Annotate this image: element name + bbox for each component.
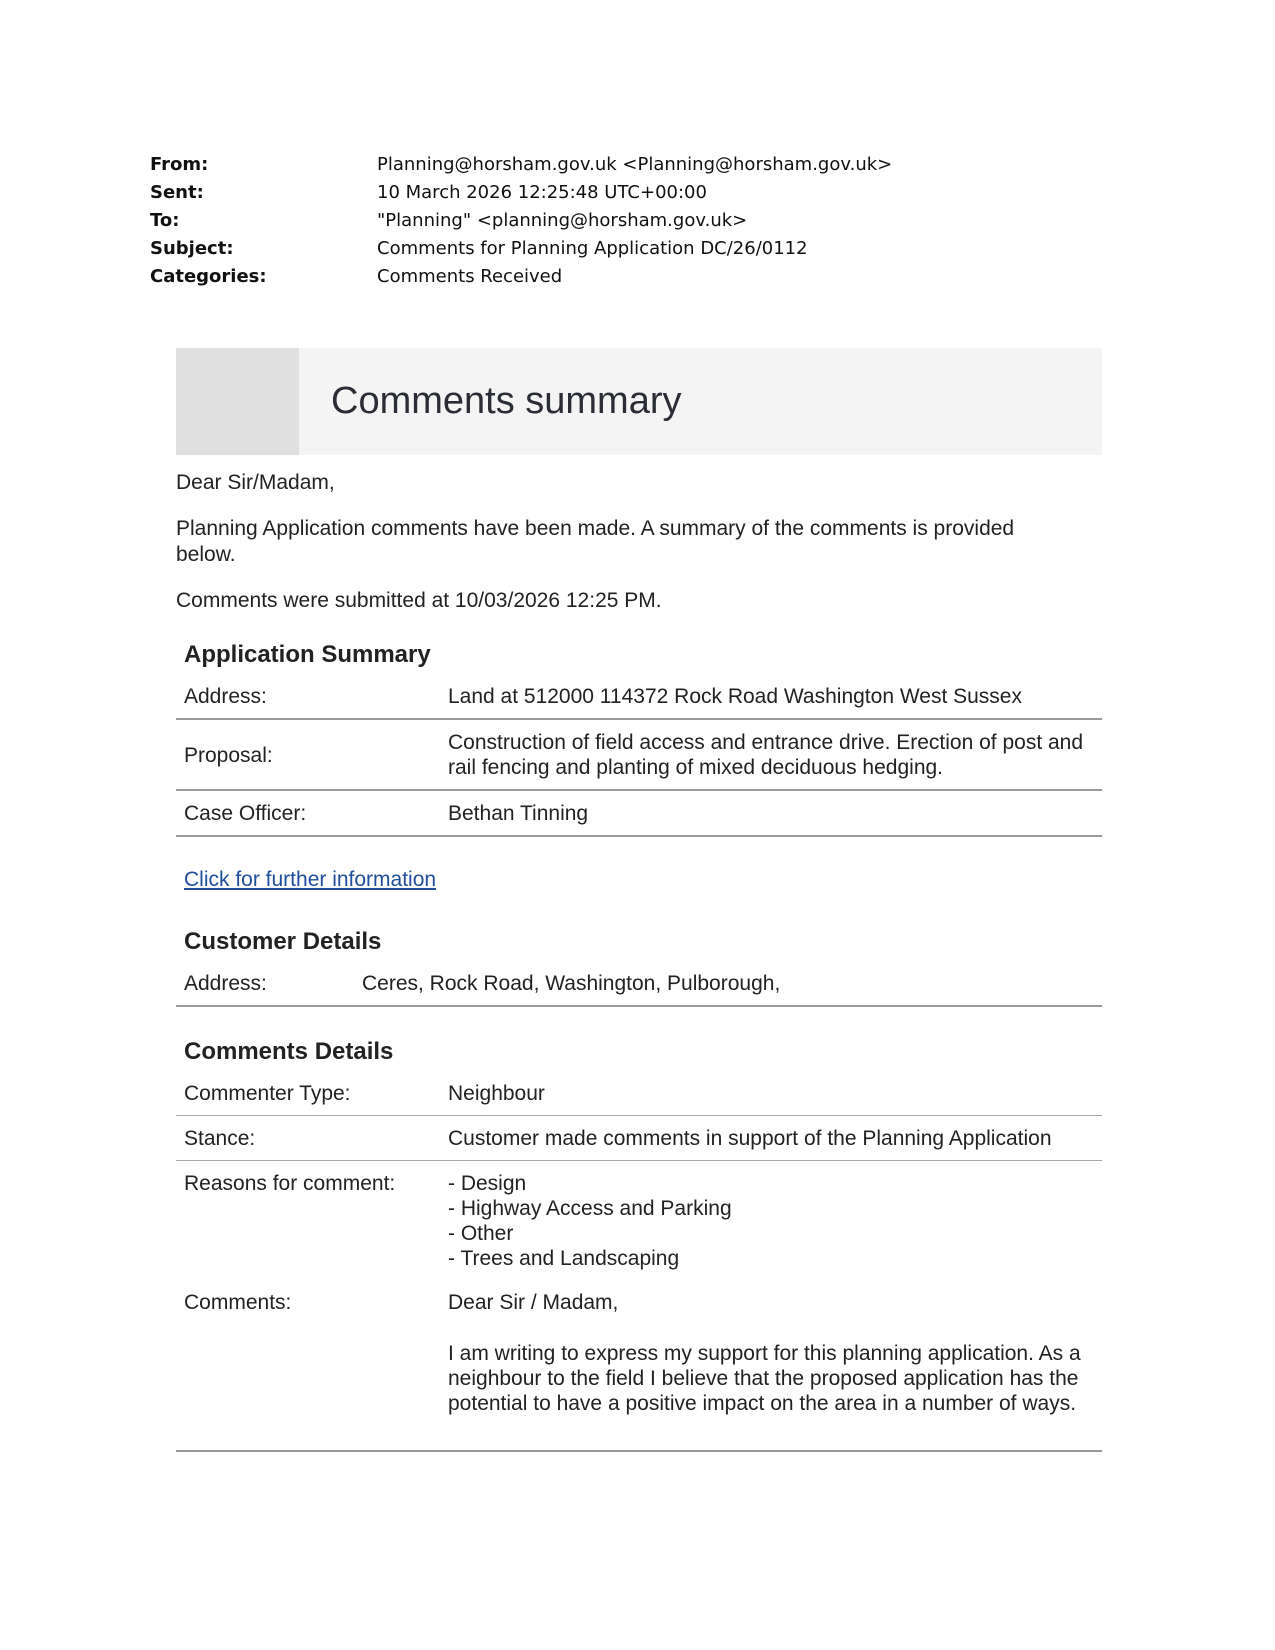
commenter-type-label: Commenter Type: <box>176 1071 440 1116</box>
sent-row <box>150 178 892 206</box>
to-row <box>150 206 892 234</box>
reasons-list <box>440 1161 1102 1281</box>
table-row <box>176 674 1102 719</box>
application-summary-table <box>176 674 1102 837</box>
subject-row <box>150 234 892 262</box>
list-item: - Trees and Landscaping <box>448 1247 680 1270</box>
customer-address-value: Ceres, Rock Road, Washington, Pulborough, <box>354 961 1102 1006</box>
table-row <box>176 961 1102 1006</box>
list-item: - Design <box>448 1172 527 1195</box>
categories-value: Comments Received <box>377 265 563 287</box>
proposal-value: Construction of field access and entrance drive. Erection of post and rail fencing and planting of mixed deciduous hedging. <box>440 719 1102 790</box>
comment-greeting: Dear Sir / Madam, <box>448 1291 619 1314</box>
greeting-text: Dear Sir/Madam, <box>176 471 335 494</box>
case-officer-label: Case Officer: <box>176 790 440 836</box>
categories-row <box>150 262 892 290</box>
banner-title-area <box>299 348 1102 455</box>
application-summary-heading: Application Summary <box>184 641 431 668</box>
comments-details-heading: Comments Details <box>184 1038 394 1065</box>
commenter-type-value: Neighbour <box>440 1071 1102 1116</box>
customer-details-table <box>176 961 1102 1007</box>
table-row <box>176 1280 1102 1451</box>
table-row <box>176 790 1102 836</box>
subject-value: Comments for Planning Application DC/26/0112 <box>377 237 808 259</box>
reasons-label: Reasons for comment: <box>184 1172 396 1195</box>
stance-label: Stance: <box>176 1116 440 1161</box>
proposal-label: Proposal: <box>176 719 440 790</box>
table-row <box>176 719 1102 790</box>
email-header <box>150 150 892 290</box>
from-row <box>150 150 892 178</box>
case-officer-value: Bethan Tinning <box>440 790 1102 836</box>
comments-details-table <box>176 1071 1102 1452</box>
sent-value: 10 March 2026 12:25:48 UTC+00:00 <box>377 181 707 203</box>
intro-message: Planning Application comments have been made. A summary of the comments is provided below. <box>176 517 1015 566</box>
from-value: Planning@horsham.gov.uk <Planning@horsham.gov.uk> <box>377 153 893 175</box>
comments-summary-banner <box>176 348 1102 455</box>
table-row <box>176 1071 1102 1116</box>
sent-label: Sent: <box>150 181 204 203</box>
further-information-link[interactable]: Click for further information <box>184 868 437 891</box>
comment-text <box>440 1280 1102 1451</box>
table-row <box>176 1161 1102 1281</box>
email-body <box>176 470 1102 1452</box>
list-item: - Highway Access and Parking <box>448 1197 732 1220</box>
customer-details-heading: Customer Details <box>184 928 382 955</box>
comment-body: I am writing to express my support for this planning application. As a neighbour to the field I believe that the proposed application has the potential to have a positive impact on the area in a number of ways. <box>448 1342 1081 1415</box>
from-label: From: <box>150 153 209 175</box>
to-label: To: <box>150 209 180 231</box>
subject-label: Subject: <box>150 237 234 259</box>
categories-label: Categories: <box>150 265 267 287</box>
page-title: Comments summary <box>331 380 682 422</box>
table-row <box>176 1116 1102 1161</box>
comments-label: Comments: <box>176 1280 440 1451</box>
stance-value: Customer made comments in support of the Planning Application <box>440 1116 1102 1161</box>
address-value: Land at 512000 114372 Rock Road Washington West Sussex <box>440 674 1102 719</box>
address-label: Address: <box>176 674 440 719</box>
customer-address-label: Address: <box>176 961 354 1006</box>
list-item: - Other <box>448 1222 514 1245</box>
to-value: "Planning" <planning@horsham.gov.uk> <box>377 209 748 231</box>
submitted-text: Comments were submitted at 10/03/2026 12:25 PM. <box>176 589 662 612</box>
council-logo-placeholder <box>176 348 299 455</box>
